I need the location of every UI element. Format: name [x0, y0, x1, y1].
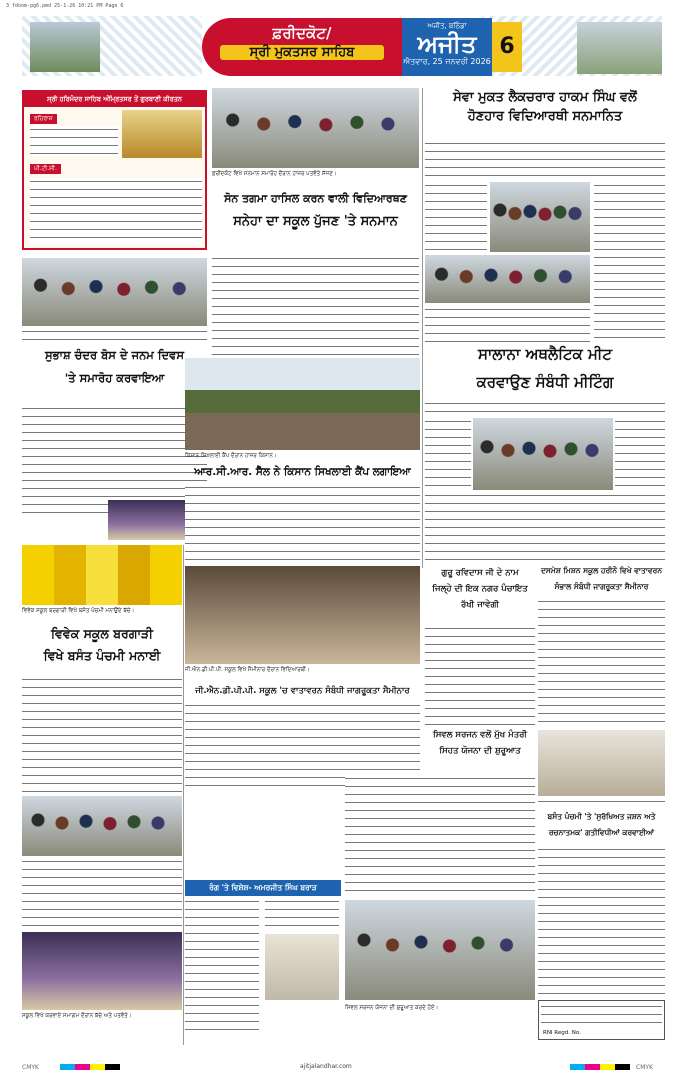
athletic-article-text-4 — [425, 492, 665, 564]
basant-headline-line1: ਬਸੰਤ ਪੰਚਮੀ 'ਤੇ 'ਸੁਰੱਖਿਅਤ ਜਸ਼ਨ ਅਤੇ — [547, 812, 656, 821]
civil-surgeon-photo-caption: ਸਿਵਲ ਸਰਜਨ ਯੋਜਨਾ ਦੀ ਸ਼ੁਰੂਆਤ ਕਰਦੇ ਹੋਏ। — [345, 1005, 439, 1011]
guru-headline-line3: ਰੱਖੀ ਜਾਵੇਗੀ — [461, 600, 499, 610]
lecturer-article-text-4 — [425, 306, 590, 342]
edition-banner — [202, 18, 402, 76]
ad-tag-rehras: ਰਹਿਰਾਸ — [30, 114, 57, 124]
school-function-photo — [22, 932, 182, 1010]
basant-headline-line2: ਰਚਨਾਤਮਕ' ਗਤੀਵਿਧੀਆਂ ਕਰਵਾਈਆਂ — [548, 828, 655, 837]
athletic-article-text-3 — [615, 418, 665, 490]
vivek-photo-caption: ਵਿਵੇਕ ਸਕੂਲ ਬਰਗਾੜੀ ਵਿਖੇ ਬਸੰਤ ਪੰਚਮੀ ਮਨਾਉਂਦੇ ਬੱਚੇ। — [22, 608, 135, 614]
edition-city-line1: ਫ਼ਰੀਦਕੋਟ/ — [272, 24, 332, 42]
obituary-text — [185, 898, 259, 1034]
athletic-meeting-photo — [473, 418, 613, 490]
footer — [0, 1060, 687, 1080]
guru-headline-line2: ਜਿਲ੍ਹੇ ਦੀ ਇਕ ਨਗਰ ਪੰਚਾਇਤ — [432, 584, 528, 594]
newspaper-logo — [402, 18, 492, 76]
lecturer-headline-line2: ਹੋਣਹਾਰ ਵਿਦਿਆਰਥੀ ਸਨਮਾਨਿਤ — [467, 109, 623, 124]
page-number: 6 — [492, 22, 522, 72]
masthead — [22, 12, 662, 82]
dashmesh-photo-caption — [538, 798, 665, 808]
dashmesh-headline — [538, 566, 665, 592]
school-function-caption: ਸਕੂਲ ਵਿਖੇ ਕਰਵਾਏ ਸਮਾਗਮ ਦੌਰਾਨ ਬੱਚੇ ਅਤੇ ਪਤਵੰਤੇ। — [22, 1013, 132, 1019]
gndpp-seminar-photo — [185, 566, 420, 664]
gndpp-headline: ਜੀ.ਐਨ.ਡੀ.ਪੀ.ਪੀ. ਸਕੂਲ 'ਚ ਵਾਤਾਵਰਨ ਸੰਬੰਧੀ ਜਾਗਰੂਕਤਾ ਸੈਮੀਨਾਰ — [195, 686, 410, 696]
lecturer-article-text — [425, 140, 665, 180]
obituary-portrait — [265, 934, 339, 1000]
dashmesh-headline-line1: ਦਸਮੇਸ਼ ਮਿਸ਼ਨ ਸਕੂਲ ਹਰੀਨੌ ਵਿਖੇ ਵਾਤਾਵਰਨ — [540, 566, 663, 575]
paper-subtitle: ਅਜੀਤ, ਬਠਿੰਡਾ — [427, 22, 467, 30]
athletic-headline — [425, 345, 665, 391]
lecturer-article-text-3 — [594, 182, 665, 342]
ad-tag-ptc: ਪੀ.ਟੀ.ਸੀ. — [30, 164, 61, 174]
footer-cmyk-right: CMYK — [636, 1064, 653, 1071]
subhash-article-text — [22, 405, 207, 515]
dashmesh-article-text — [538, 598, 665, 726]
paper-name: ਅਜੀਤ — [417, 30, 477, 58]
imprint-box — [538, 1000, 665, 1040]
guru-ravidas-headline — [425, 568, 535, 610]
footer-cmyk-left: CMYK — [22, 1064, 39, 1071]
obituary-headline: ਰੰਗ 'ਤੇ ਵਿਸ਼ੇਸ਼- ਅਮਰਜੀਤ ਸਿੰਘ ਬਰਾੜ — [185, 880, 341, 896]
rca-headline: ਆਰ.ਸੀ.ਆਰ. ਸੈੱਲ ਨੇ ਕਿਸਾਨ ਸਿਖਲਾਈ ਕੈਂਪ ਲਗਾਇਆ — [194, 466, 411, 478]
civil-surgeon-text — [345, 775, 535, 895]
footer-color-bar-right — [570, 1064, 630, 1070]
felicitation-group-photo — [212, 88, 419, 168]
rca-article-text — [185, 484, 420, 564]
print-slug: 3 fdoom-pg6.pmd 25-1-26 10:21 PM Page 6 — [6, 3, 124, 9]
civil-surgeon-photo — [345, 900, 535, 1000]
farmers-camp-photo — [185, 358, 420, 450]
gndpp-article-text — [185, 702, 420, 786]
rni-number: RNI Regd. No. — [543, 1030, 581, 1036]
athletic-article-text — [425, 400, 665, 416]
footer-color-bar — [60, 1064, 120, 1070]
basant-headline — [538, 812, 665, 838]
obituary-box — [185, 880, 341, 1036]
guru-headline-line1: ਗੁਰੂ ਰਵਿਦਾਸ ਜੀ ਦੇ ਨਾਮ — [441, 568, 519, 578]
subhash-event-photo — [22, 258, 207, 326]
gndpp-photo-caption: ਜੀ.ਐਨ.ਡੀ.ਪੀ.ਪੀ. ਸਕੂਲ ਵਿਖੇ ਸੈਮੀਨਾਰ ਦੌਰਾਨ ਵਿਦਿਆਰਥੀ। — [185, 667, 310, 673]
dashmesh-headline-line2: ਸੰਭਾਲ ਸੰਬੰਧੀ ਜਾਗਰੂਕਤਾ ਸੈਮੀਨਾਰ — [554, 582, 649, 591]
edition-city-line2: ਸ੍ਰੀ ਮੁਕਤਸਰ ਸਾਹਿਬ — [220, 45, 384, 60]
lecturer-headline — [425, 90, 665, 124]
ad-title: ਸ੍ਰੀ ਹਰਿਮੰਦਰ ਸਾਹਿਬ ਅੰਮ੍ਰਿਤਸਰ ਤੋਂ ਗੁਰਬਾਣੀ ਕੀਰਤਨ — [24, 92, 205, 107]
farmers-camp-caption: ਕਿਸਾਨ ਸਿਖਲਾਈ ਕੈਂਪ ਦੌਰਾਨ ਹਾਜ਼ਰ ਕਿਸਾਨ। — [185, 453, 277, 459]
civil-headline-line1: ਸਿਵਲ ਸਰਜਨ ਵਲੋਂ ਮੁੱਖ ਮੰਤਰੀ — [432, 730, 527, 740]
dashmesh-students-photo — [538, 730, 665, 796]
basant-article-text — [538, 846, 665, 996]
sneha-headline-line1: ਸੋਨ ਤਗਮਾ ਹਾਸਿਲ ਕਰਨ ਵਾਲੀ ਵਿਦਿਆਰਥਣ — [224, 192, 407, 205]
sneha-headline — [212, 192, 419, 229]
felicitation-photo-caption: ਫ਼ਰੀਦਕੋਟ ਵਿਖੇ ਸਨਮਾਨ ਸਮਾਰੋਹ ਦੌਰਾਨ ਹਾਜ਼ਰ ਪਤਵੰਤੇ ਸੱਜਣ। — [212, 171, 337, 177]
civil-headline-line2: ਸਿਹਤ ਯੋਜਨਾ ਦੀ ਸ਼ੁਰੂਆਤ — [439, 746, 521, 756]
athletic-article-text-2 — [425, 418, 471, 498]
gurdwara-photo-left — [30, 22, 100, 72]
athletic-headline-line2: ਕਰਵਾਉਣ ਸੰਬੰਧੀ ਮੀਟਿੰਗ — [476, 373, 614, 391]
vivek-headline-line1: ਵਿਵੇਕ ਸਕੂਲ ਬਰਗਾੜੀ — [51, 626, 153, 641]
gurdwara-photo-right — [577, 22, 662, 74]
subhash-headline — [22, 348, 207, 386]
guru-ravidas-text — [425, 625, 535, 725]
subhash-photo-caption — [22, 328, 207, 344]
ad-text-block-2 — [30, 178, 202, 244]
vivek-headline-line2: ਵਿਖੇ ਬਸੰਤ ਪੰਚਮੀ ਮਨਾਈ — [43, 648, 161, 663]
subhash-headline-line1: ਸੁਭਾਸ਼ ਚੰਦਰ ਬੋਸ ਦੇ ਜਨਮ ਦਿਵਸ — [44, 348, 185, 362]
lecturer-headline-line1: ਸੇਵਾ ਮੁਕਤ ਲੈਕਚਰਾਰ ਹਾਕਮ ਸਿੰਘ ਵਲੋਂ — [453, 90, 637, 105]
lecturer-group-photo — [425, 255, 590, 303]
sneha-article-text — [212, 255, 419, 355]
ad-text-block-1 — [30, 126, 118, 156]
lecturer-article-text-2 — [425, 182, 487, 252]
civil-surgeon-headline — [425, 730, 535, 756]
edition-date: ਐਤਵਾਰ, 25 ਜਨਵਰੀ 2026 — [403, 57, 491, 66]
award-ceremony-caption — [22, 858, 182, 930]
athletic-headline-line1: ਸਾਲਾਨਾ ਅਥਲੈਟਿਕ ਮੀਟ — [477, 345, 613, 363]
vivek-article-text — [22, 676, 182, 792]
golden-temple-photo — [122, 110, 202, 158]
award-ceremony-photo — [22, 796, 182, 856]
imprint-text — [541, 1003, 662, 1029]
subhash-headline-line2: 'ਤੇ ਸਮਾਰੋਹ ਕਰਵਾਇਆ — [64, 371, 165, 385]
sneha-headline-line2: ਸਨੇਹਾ ਦਾ ਸਕੂਲ ਪੁੱਜਣ 'ਤੇ ਸਨਮਾਨ — [233, 214, 398, 229]
kirtan-ad-box — [22, 90, 207, 250]
vivek-headline — [22, 626, 182, 664]
column-rule-1 — [183, 545, 184, 1045]
footer-site: ajitjalandhar.com — [300, 1063, 352, 1070]
obituary-text-2 — [265, 898, 339, 930]
lecturer-photo — [490, 182, 590, 252]
vivek-basant-photo — [22, 545, 182, 605]
column-rule-2 — [422, 88, 423, 568]
